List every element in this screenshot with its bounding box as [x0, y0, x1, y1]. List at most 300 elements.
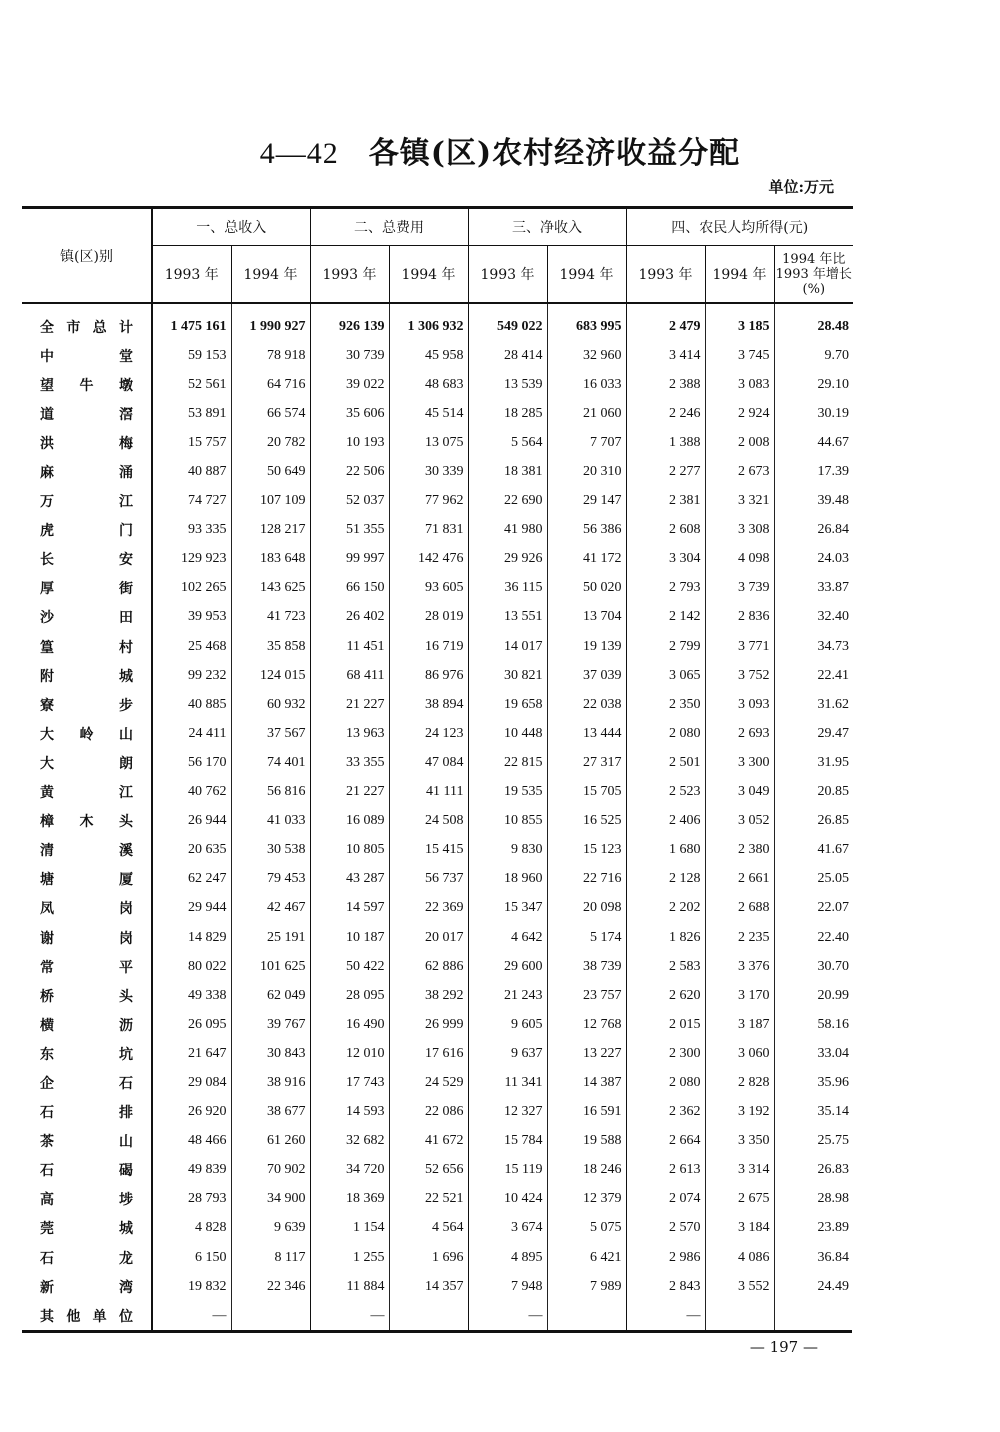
table-cell: 1 255: [310, 1243, 389, 1272]
table-row: [22, 1301, 853, 1330]
table-cell: 61 260: [231, 1127, 310, 1156]
table-cell: 25.75: [774, 1127, 853, 1156]
table-cell: 28 793: [152, 1185, 231, 1214]
table-cell: 41.67: [774, 836, 853, 865]
table-cell: 24 123: [389, 719, 468, 748]
table-cell: 3 376: [705, 952, 774, 981]
table-cell: 50 020: [547, 574, 626, 603]
table-row: [22, 487, 853, 516]
page-number: — 197 —: [749, 1338, 818, 1356]
table-body: [22, 303, 853, 1330]
table-cell: 2 380: [705, 836, 774, 865]
table-cell: 25.05: [774, 865, 853, 894]
table-row: [22, 1039, 853, 1068]
table-cell: 38 916: [231, 1068, 310, 1097]
group-total-income: 一、总收入: [152, 208, 310, 246]
table-cell: 50 649: [231, 457, 310, 486]
table-cell: 3 083: [705, 370, 774, 399]
table-cell: 34.73: [774, 632, 853, 661]
table-cell: 86 976: [389, 661, 468, 690]
table-cell: 22 716: [547, 865, 626, 894]
table-cell: 3 304: [626, 545, 705, 574]
table-cell: 22 521: [389, 1185, 468, 1214]
table-cell: 26 944: [152, 807, 231, 836]
table-cell: 2 673: [705, 457, 774, 486]
table-cell: 28.98: [774, 1185, 853, 1214]
table-row: [22, 836, 853, 865]
table-cell: 22 086: [389, 1098, 468, 1127]
table-cell: 30 739: [310, 341, 389, 370]
table-cell: 1 826: [626, 923, 705, 952]
table-row: [22, 1272, 853, 1301]
table-cell: 42 467: [231, 894, 310, 923]
year-header: 1994 年: [547, 246, 626, 304]
table-row: [22, 457, 853, 486]
table-cell: 41 980: [468, 516, 547, 545]
table-row: [22, 923, 853, 952]
table-cell: 52 561: [152, 370, 231, 399]
table-cell: 62 247: [152, 865, 231, 894]
table-cell: —: [152, 1301, 231, 1330]
table-cell: 13 704: [547, 603, 626, 632]
town-name: 横沥: [40, 1017, 133, 1034]
table-cell: 18 285: [468, 399, 547, 428]
table-cell: 25 468: [152, 632, 231, 661]
table-cell: 22 038: [547, 690, 626, 719]
table-cell: 11 451: [310, 632, 389, 661]
table-cell: 39 767: [231, 1010, 310, 1039]
table-cell: 9 605: [468, 1010, 547, 1039]
page-title: [0, 128, 1000, 172]
table-cell: 7 948: [468, 1272, 547, 1301]
town-name: 茶山: [40, 1134, 133, 1151]
table-cell: 32.40: [774, 603, 853, 632]
table-cell: 32 960: [547, 341, 626, 370]
table-cell: 99 997: [310, 545, 389, 574]
table-cell: 2 675: [705, 1185, 774, 1214]
table-cell: 15 123: [547, 836, 626, 865]
table-cell: 4 086: [705, 1243, 774, 1272]
table-row: [22, 1010, 853, 1039]
table-cell: [705, 1301, 774, 1330]
table-cell: 35 858: [231, 632, 310, 661]
table-cell: 3 308: [705, 516, 774, 545]
table-cell: 2 843: [626, 1272, 705, 1301]
table-cell: 101 625: [231, 952, 310, 981]
table-cell: 74 727: [152, 487, 231, 516]
table-row: [22, 428, 853, 457]
town-name: 谢岗: [40, 930, 133, 947]
table-cell: 26 095: [152, 1010, 231, 1039]
table-cell: 128 217: [231, 516, 310, 545]
table-row: [22, 981, 853, 1010]
table-cell: 17.39: [774, 457, 853, 486]
table-cell: 3 771: [705, 632, 774, 661]
table-cell: 13 963: [310, 719, 389, 748]
table-cell: 52 656: [389, 1156, 468, 1185]
table-cell: 2 350: [626, 690, 705, 719]
town-name: 全市总计: [40, 319, 133, 336]
table-cell: 34 720: [310, 1156, 389, 1185]
year-header: 1993 年: [152, 246, 231, 304]
table-cell: 13 539: [468, 370, 547, 399]
table-cell: 14 593: [310, 1098, 389, 1127]
table-cell: 1 696: [389, 1243, 468, 1272]
table-cell: 10 855: [468, 807, 547, 836]
town-name: 企石: [40, 1075, 133, 1092]
table-cell: 31.95: [774, 748, 853, 777]
table-row: [22, 952, 853, 981]
table-cell: 3 170: [705, 981, 774, 1010]
table-cell: 30 538: [231, 836, 310, 865]
table-cell: 30 339: [389, 457, 468, 486]
table-cell: 10 805: [310, 836, 389, 865]
table-cell: 43 287: [310, 865, 389, 894]
table-cell: 21 227: [310, 690, 389, 719]
table-row: [22, 748, 853, 777]
table-cell: 3 052: [705, 807, 774, 836]
table-cell: 15 705: [547, 778, 626, 807]
table-cell: 13 075: [389, 428, 468, 457]
table-cell: 3 192: [705, 1098, 774, 1127]
town-name: 樟木头: [40, 814, 133, 831]
town-name: 大岭山: [40, 726, 133, 743]
table-cell: 1 680: [626, 836, 705, 865]
table-cell: 2 381: [626, 487, 705, 516]
table-cell: 35 606: [310, 399, 389, 428]
town-name: 篁村: [40, 639, 133, 656]
table-cell: 3 049: [705, 778, 774, 807]
table-cell: 22.40: [774, 923, 853, 952]
table-cell: 40 887: [152, 457, 231, 486]
table-cell: 35.96: [774, 1068, 853, 1097]
town-name: 其他单位: [40, 1308, 133, 1325]
table-cell: 17 616: [389, 1039, 468, 1068]
table-cell: 21 647: [152, 1039, 231, 1068]
table-cell: 48 683: [389, 370, 468, 399]
table-cell: 31.62: [774, 690, 853, 719]
table-cell: 36.84: [774, 1243, 853, 1272]
table-cell: 20 098: [547, 894, 626, 923]
table-cell: 35.14: [774, 1098, 853, 1127]
table-row: [22, 341, 853, 370]
table-cell: 58.16: [774, 1010, 853, 1039]
table-cell: 16 591: [547, 1098, 626, 1127]
table-cell: 33 355: [310, 748, 389, 777]
table-cell: 142 476: [389, 545, 468, 574]
growth-header: 1994 年比1993 年增长(%): [774, 246, 853, 304]
table-cell: 59 153: [152, 341, 231, 370]
table-cell: 2 300: [626, 1039, 705, 1068]
table-cell: 10 448: [468, 719, 547, 748]
town-name: 清溪: [40, 843, 133, 860]
table-cell: 2 836: [705, 603, 774, 632]
table-cell: 48 466: [152, 1127, 231, 1156]
town-name: 望牛墩: [40, 377, 133, 394]
table-cell: 41 723: [231, 603, 310, 632]
table-cell: 39 953: [152, 603, 231, 632]
table-cell: 66 150: [310, 574, 389, 603]
table-cell: 143 625: [231, 574, 310, 603]
table-cell: 29 926: [468, 545, 547, 574]
table-cell: 16 525: [547, 807, 626, 836]
table-cell: 4 895: [468, 1243, 547, 1272]
table-cell: 18 960: [468, 865, 547, 894]
year-header: 1994 年: [705, 246, 774, 304]
table-cell: 3 060: [705, 1039, 774, 1068]
table-cell: 41 672: [389, 1127, 468, 1156]
table-cell: 26.83: [774, 1156, 853, 1185]
table-cell: 3 187: [705, 1010, 774, 1039]
table-cell: 22.41: [774, 661, 853, 690]
town-name: 万江: [40, 494, 133, 511]
table-cell: 80 022: [152, 952, 231, 981]
table-cell: 52 037: [310, 487, 389, 516]
table-cell: 2 688: [705, 894, 774, 923]
table-row: [22, 894, 853, 923]
table-cell: 3 414: [626, 341, 705, 370]
table-row: [22, 865, 853, 894]
year-header: 1994 年: [231, 246, 310, 304]
town-name: 中堂: [40, 348, 133, 365]
table-cell: 1 154: [310, 1214, 389, 1243]
table-cell: 3 093: [705, 690, 774, 719]
table-row: [22, 370, 853, 399]
table-cell: 2 388: [626, 370, 705, 399]
town-name: 黄江: [40, 785, 133, 802]
table-cell: 41 033: [231, 807, 310, 836]
table-cell: 21 227: [310, 778, 389, 807]
table-cell: 20.99: [774, 981, 853, 1010]
group-net-income: 三、净收入: [468, 208, 626, 246]
table-cell: 9 830: [468, 836, 547, 865]
table-cell: 79 453: [231, 865, 310, 894]
table-cell: 29 944: [152, 894, 231, 923]
table-cell: 29.47: [774, 719, 853, 748]
table-cell: 9.70: [774, 341, 853, 370]
table-cell: 3 752: [705, 661, 774, 690]
town-name: 东坑: [40, 1046, 133, 1063]
table-row: [22, 603, 853, 632]
table-cell: 26.85: [774, 807, 853, 836]
table-cell: 10 187: [310, 923, 389, 952]
town-name: 洪梅: [40, 435, 133, 452]
table-cell: 2 406: [626, 807, 705, 836]
table-cell: 1 306 932: [389, 303, 468, 341]
table-cell: 3 300: [705, 748, 774, 777]
table-cell: 49 839: [152, 1156, 231, 1185]
table-cell: 62 049: [231, 981, 310, 1010]
table-cell: 56 737: [389, 865, 468, 894]
table-cell: 19 139: [547, 632, 626, 661]
table-cell: 19 832: [152, 1272, 231, 1301]
table-cell: 19 535: [468, 778, 547, 807]
table-cell: 28 095: [310, 981, 389, 1010]
table-cell: 24 411: [152, 719, 231, 748]
table-cell: 37 567: [231, 719, 310, 748]
table-cell: 16 490: [310, 1010, 389, 1039]
table-cell: 38 292: [389, 981, 468, 1010]
table-cell: 2 986: [626, 1243, 705, 1272]
table-cell: —: [626, 1301, 705, 1330]
table-cell: [389, 1301, 468, 1330]
table-cell: 41 111: [389, 778, 468, 807]
table-cell: 30.19: [774, 399, 853, 428]
town-name: 高埗: [40, 1192, 133, 1209]
table-cell: 13 444: [547, 719, 626, 748]
table-cell: 23.89: [774, 1214, 853, 1243]
table-cell: 3 321: [705, 487, 774, 516]
table-cell: 21 060: [547, 399, 626, 428]
table-cell: 2 479: [626, 303, 705, 341]
table-cell: 12 379: [547, 1185, 626, 1214]
table-cell: 36 115: [468, 574, 547, 603]
table-cell: 4 098: [705, 545, 774, 574]
table-cell: 2 828: [705, 1068, 774, 1097]
table-cell: 2 620: [626, 981, 705, 1010]
table-cell: 47 084: [389, 748, 468, 777]
table-cell: 22 690: [468, 487, 547, 516]
table-title: 各镇(区)农村经济收益分配: [368, 136, 741, 171]
table-cell: 2 074: [626, 1185, 705, 1214]
table-cell: 29.10: [774, 370, 853, 399]
table-cell: 60 932: [231, 690, 310, 719]
table-cell: 2 080: [626, 719, 705, 748]
year-header: 1993 年: [310, 246, 389, 304]
table-cell: 24.03: [774, 545, 853, 574]
table-cell: 45 514: [389, 399, 468, 428]
table-cell: 18 369: [310, 1185, 389, 1214]
table-cell: 3 065: [626, 661, 705, 690]
table-cell: 30 843: [231, 1039, 310, 1068]
table-cell: [547, 1301, 626, 1330]
table-row: [22, 1185, 853, 1214]
table-cell: 18 381: [468, 457, 547, 486]
table-cell: 23 757: [547, 981, 626, 1010]
table-cell: 62 886: [389, 952, 468, 981]
table-cell: 1 388: [626, 428, 705, 457]
table-row: [22, 1243, 853, 1272]
table-cell: 21 243: [468, 981, 547, 1010]
town-name: 新湾: [40, 1279, 133, 1296]
table-cell: 14 017: [468, 632, 547, 661]
group-per-capita: 四、农民人均所得(元): [626, 208, 853, 246]
town-name: 常平: [40, 959, 133, 976]
table-cell: 37 039: [547, 661, 626, 690]
table-cell: 183 648: [231, 545, 310, 574]
table-cell: 38 894: [389, 690, 468, 719]
table-cell: 20 017: [389, 923, 468, 952]
table-cell: 51 355: [310, 516, 389, 545]
town-name: 长安: [40, 552, 133, 569]
town-name: 塘厦: [40, 872, 133, 889]
town-name: 石碣: [40, 1163, 133, 1180]
table-cell: 44.67: [774, 428, 853, 457]
table-cell: 14 357: [389, 1272, 468, 1301]
table-cell: 124 015: [231, 661, 310, 690]
table-cell: 26 920: [152, 1098, 231, 1127]
table-cell: 3 184: [705, 1214, 774, 1243]
table-cell: 25 191: [231, 923, 310, 952]
town-name: 石龙: [40, 1250, 133, 1267]
table-cell: 5 075: [547, 1214, 626, 1243]
table-row: [22, 690, 853, 719]
table-cell: 29 084: [152, 1068, 231, 1097]
table-cell: 30 821: [468, 661, 547, 690]
table-cell: 7 989: [547, 1272, 626, 1301]
table-cell: 2 661: [705, 865, 774, 894]
table-row: [22, 516, 853, 545]
table-cell: 71 831: [389, 516, 468, 545]
table-cell: 13 551: [468, 603, 547, 632]
table-cell: 12 327: [468, 1098, 547, 1127]
table-cell: 2 608: [626, 516, 705, 545]
table-cell: 2 501: [626, 748, 705, 777]
table-cell: 22 506: [310, 457, 389, 486]
town-name: 石排: [40, 1105, 133, 1122]
table-cell: 93 335: [152, 516, 231, 545]
table-cell: —: [468, 1301, 547, 1330]
table-cell: 12 010: [310, 1039, 389, 1068]
table-cell: 32 682: [310, 1127, 389, 1156]
table-cell: 93 605: [389, 574, 468, 603]
town-name: 附城: [40, 668, 133, 685]
table-cell: 40 762: [152, 778, 231, 807]
table-cell: 14 829: [152, 923, 231, 952]
table-cell: 16 033: [547, 370, 626, 399]
table-cell: 2 128: [626, 865, 705, 894]
table-cell: 45 958: [389, 341, 468, 370]
table-bottom-rule: [22, 1330, 852, 1333]
table-cell: 926 139: [310, 303, 389, 341]
table-cell: 24 529: [389, 1068, 468, 1097]
table-cell: 3 552: [705, 1272, 774, 1301]
table-cell: 11 884: [310, 1272, 389, 1301]
table-cell: 2 799: [626, 632, 705, 661]
table-cell: 2 523: [626, 778, 705, 807]
table-row: [22, 1127, 853, 1156]
table-cell: 4 564: [389, 1214, 468, 1243]
table-cell: 26.84: [774, 516, 853, 545]
table-cell: 4 642: [468, 923, 547, 952]
group-total-expense: 二、总费用: [310, 208, 468, 246]
table-cell: 38 739: [547, 952, 626, 981]
table-cell: 7 707: [547, 428, 626, 457]
table-cell: 11 341: [468, 1068, 547, 1097]
table-cell: 3 739: [705, 574, 774, 603]
row-label-header: 镇(区)别: [60, 248, 113, 265]
table-cell: 22 369: [389, 894, 468, 923]
table-cell: 2 008: [705, 428, 774, 457]
table-cell: 33.87: [774, 574, 853, 603]
table-row: [22, 1068, 853, 1097]
table-cell: 19 658: [468, 690, 547, 719]
table-cell: 3 185: [705, 303, 774, 341]
table-cell: 1 990 927: [231, 303, 310, 341]
table-cell: 68 411: [310, 661, 389, 690]
table-cell: 2 080: [626, 1068, 705, 1097]
table-cell: 9 639: [231, 1214, 310, 1243]
table-cell: 12 768: [547, 1010, 626, 1039]
table-cell: 14 387: [547, 1068, 626, 1097]
town-name: 莞城: [40, 1221, 133, 1238]
table-row: [22, 632, 853, 661]
table-cell: 50 422: [310, 952, 389, 981]
table-cell: 29 600: [468, 952, 547, 981]
town-name: 厚街: [40, 581, 133, 598]
table-cell: 6 150: [152, 1243, 231, 1272]
year-header: 1993 年: [626, 246, 705, 304]
